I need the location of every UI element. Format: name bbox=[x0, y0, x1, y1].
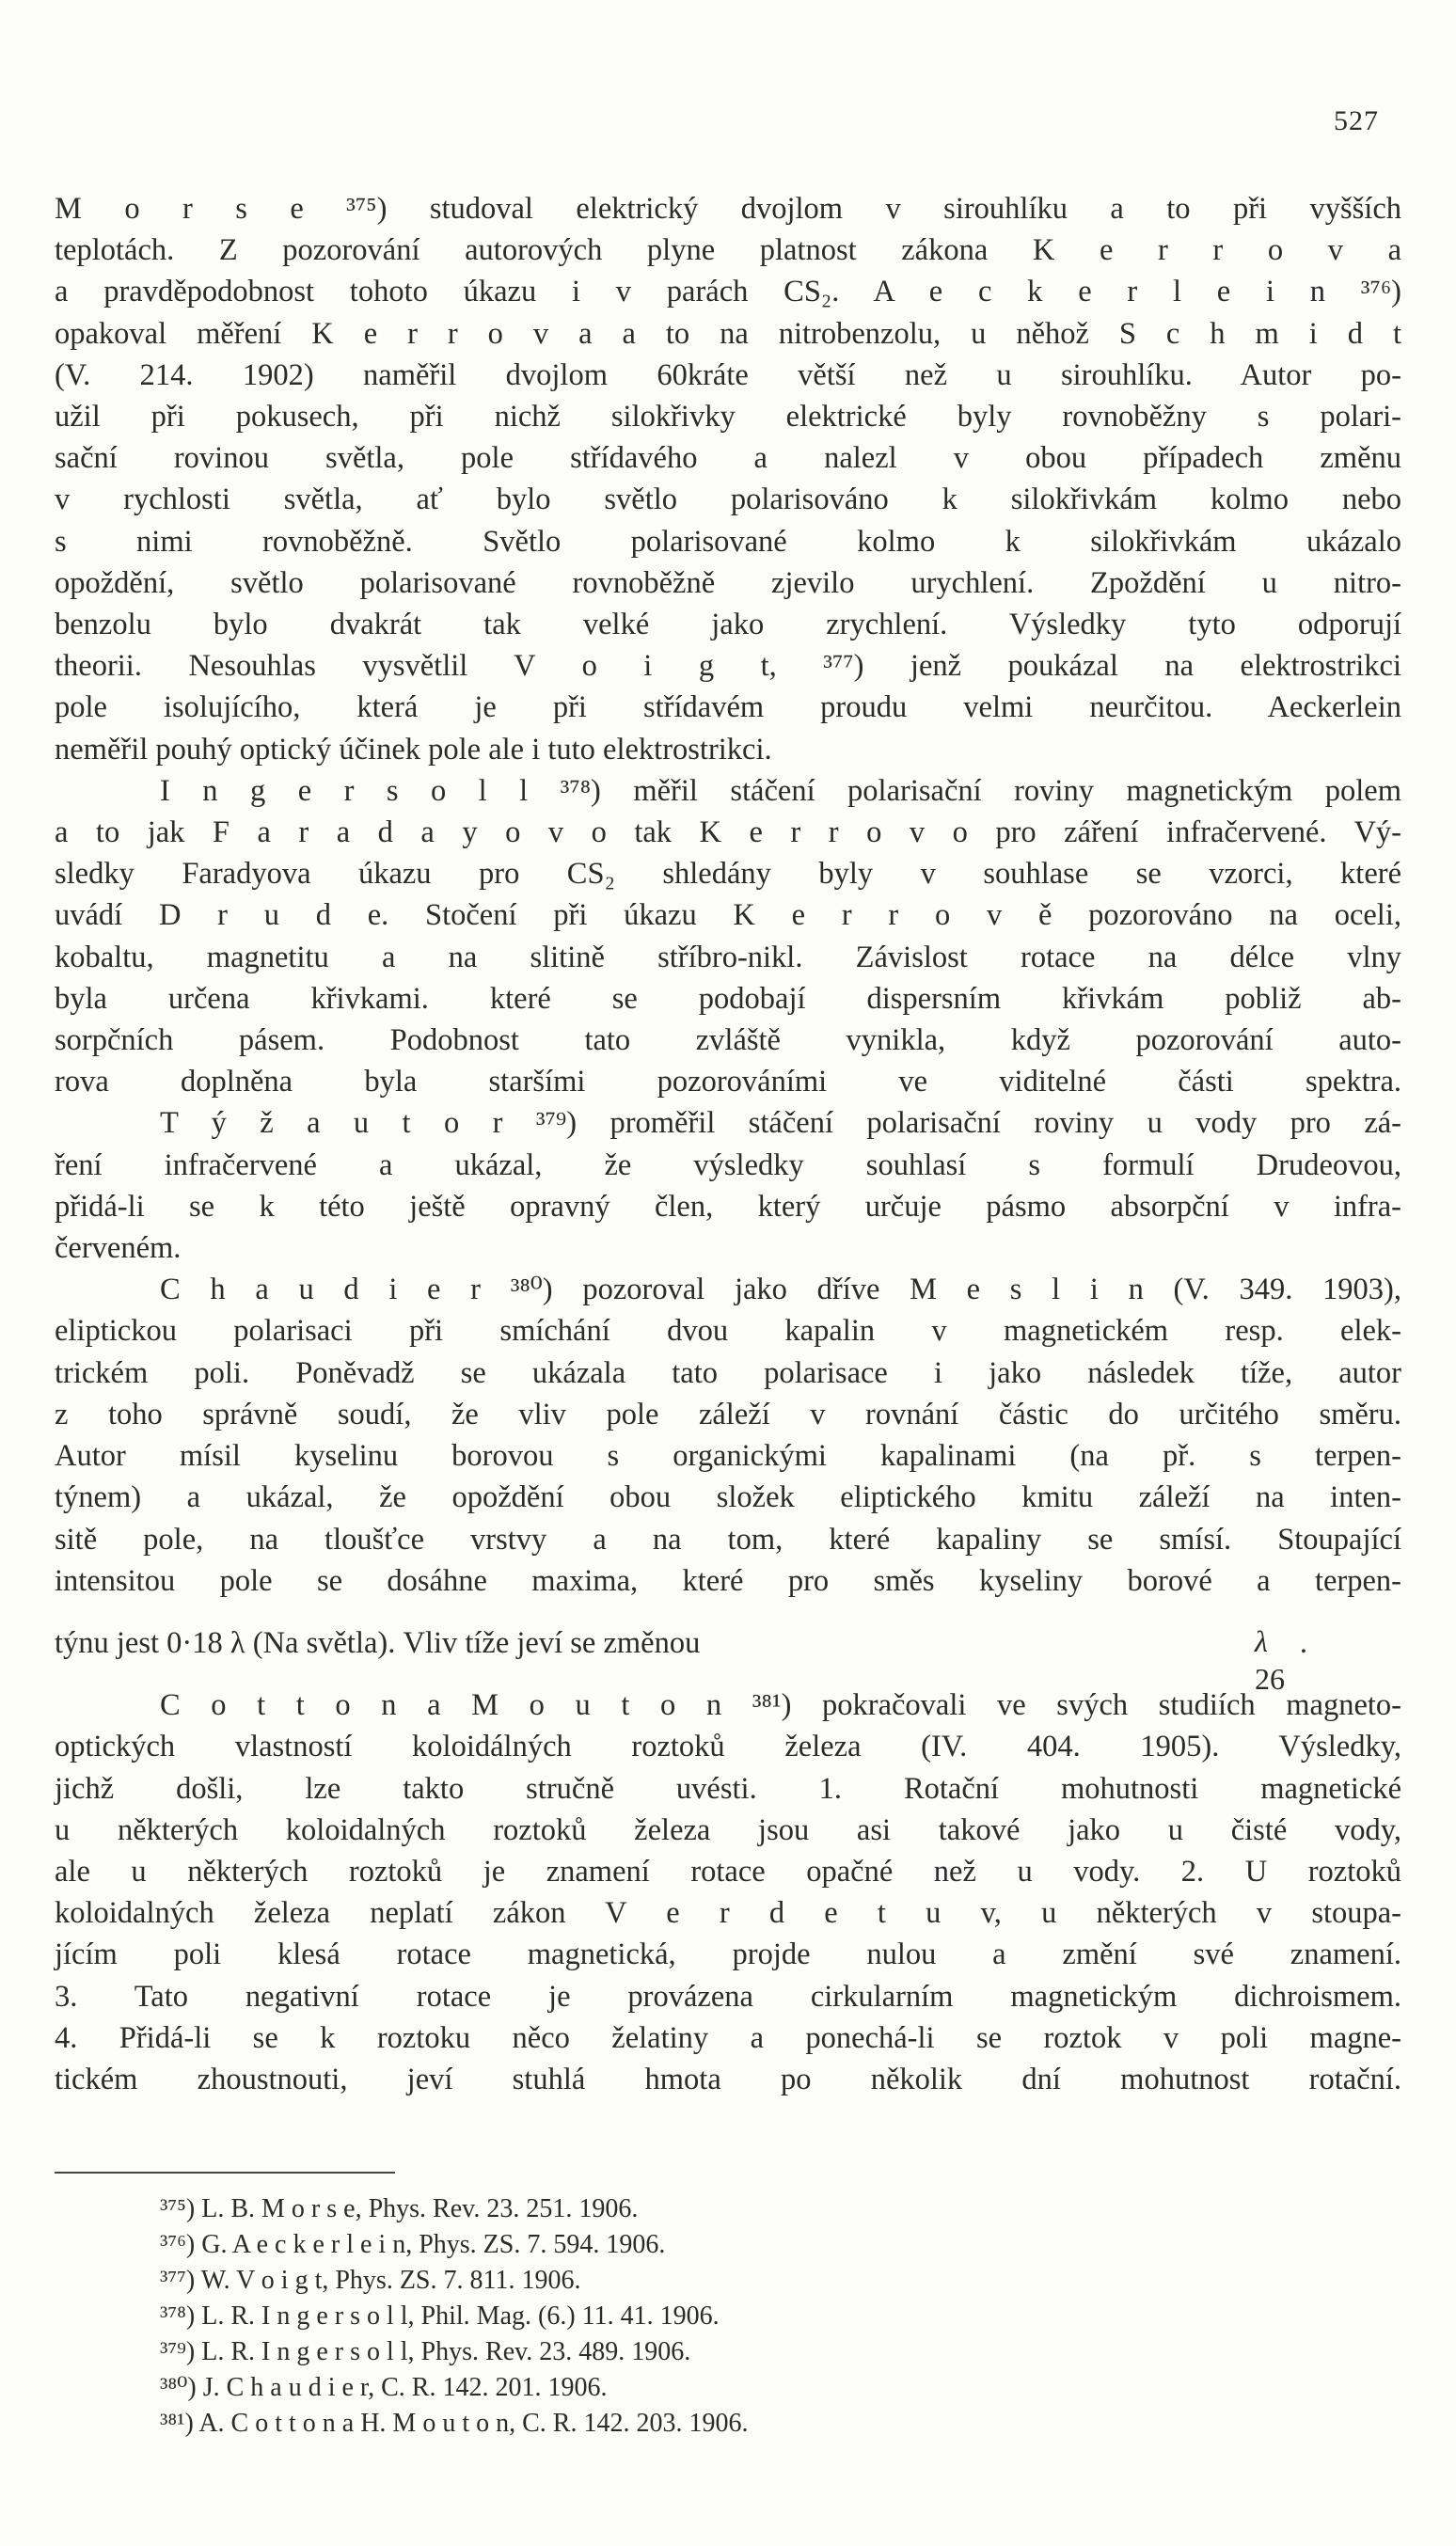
text-line: intensitou pole se dosáhne maxima, které pro směs kyseliny borové a terpen- bbox=[55, 1563, 1401, 1598]
text-line: optických vlastností koloidálných roztoků železa (IV. 404. 1905). Výsledky, bbox=[55, 1730, 1401, 1764]
text-line: v rychlosti světla, ať bylo světlo polarisováno k silokřivkám kolmo nebo bbox=[55, 482, 1401, 517]
text-line: a pravděpodobnost tohoto úkazu i v parách CS₂. A e c k e r l e i n ³⁷⁶) bbox=[55, 275, 1401, 309]
text-line: sační rovinou světla, pole střídavého a nalezl v obou případech změnu bbox=[55, 441, 1401, 476]
body-text bbox=[55, 188, 1401, 2100]
text-line: sitě pole, na tloušťce vrstvy a na tom, které kapaliny se smísí. Stoupající bbox=[55, 1522, 1401, 1557]
text-line: 3. Tato negativní rotace je provázena cirkularním magnetickým dichroismem. bbox=[55, 1979, 1401, 2014]
footnote: ³⁸¹) A. C o t t o n a H. M o u t o n, C. R. 142. 203. 1906. bbox=[160, 2409, 749, 2438]
text-line: týnem) a ukázal, že opoždění obou složek eliptického kmitu záleží na inten- bbox=[55, 1480, 1401, 1515]
text-line: T ý ž a u t o r ³⁷⁹) proměřil stáčení polarisační roviny u vody pro zá- bbox=[160, 1106, 1401, 1141]
footnote: ³⁷⁶) G. A e c k e r l e i n, Phys. ZS. 7. 594. 1906. bbox=[160, 2230, 666, 2259]
text-line: trickém poli. Poněvadž se ukázala tato polarisace i jako následek tíže, autor bbox=[55, 1355, 1401, 1390]
paragraph-tyz-autor bbox=[55, 1102, 1401, 1269]
text-line: rova doplněna byla staršími pozorováními ve viditelné části spektra. bbox=[55, 1065, 1401, 1099]
footnote: ³⁷⁸) L. R. I n g e r s o l l, Phil. Mag. (6.) 11. 41. 1906. bbox=[160, 2301, 720, 2331]
text-line: eliptickou polarisaci při smíchání dvou kapalin v magnetickém resp. elek- bbox=[55, 1314, 1401, 1349]
text-line: byla určena křivkami. které se podobají dispersním křivkám pobliž ab- bbox=[55, 981, 1401, 1016]
footnotes bbox=[160, 2191, 748, 2442]
text-line: z toho správně soudí, že vliv pole záleží v rovnání částic do určitého směru. bbox=[55, 1397, 1401, 1431]
page-number: 527 bbox=[1334, 105, 1379, 136]
text-line: C h a u d i e r ³⁸⁰) pozoroval jako dříve M e s l i n (V. 349. 1903), bbox=[160, 1273, 1401, 1307]
text-line: sledky Faradyova úkazu pro CS₂ shledány byly v souhlase se vzorci, které bbox=[55, 857, 1401, 892]
text-line: I n g e r s o l l ³⁷⁸) měřil stáčení polarisační roviny magnetickým polem bbox=[160, 773, 1401, 808]
text-line: týnu jest 0·18 λ (Na světla). Vliv tíže jeví se změnou bbox=[55, 1625, 701, 1660]
text-line: opakoval měření K e r r o v a a to na nitrobenzolu, u něhož S c h m i d t bbox=[55, 316, 1401, 351]
fraction-denominator: 26 bbox=[1255, 1662, 1285, 1697]
text-line: teplotách. Z pozorování autorových plyne platnost zákona K e r r o v a bbox=[55, 233, 1401, 268]
text-line: kobaltu, magnetitu a na slitině stříbro-nikl. Závislost rotace na délce vlny bbox=[55, 940, 1401, 974]
text-line: pole isolujícího, která je při střídavém proudu velmi neurčitou. Aeckerlein bbox=[55, 690, 1401, 725]
text-line: jícím poli klesá rotace magnetická, projde nulou a změní své znamení. bbox=[55, 1937, 1401, 1972]
text-line: opoždění, světlo polarisované rovnoběžně zjevilo urychlení. Zpoždění u nitro- bbox=[55, 565, 1401, 600]
text-line: ření infračervené a ukázal, že výsledky souhlasí s formulí Drudeovou, bbox=[55, 1147, 1401, 1182]
text-line: jichž došli, lze takto stručně uvésti. 1. Rotační mohutnosti magnetické bbox=[55, 1771, 1401, 1806]
text-line: Autor mísil kyselinu borovou s organickými kapalinami (na př. s terpen- bbox=[55, 1439, 1401, 1474]
text-line: 4. Přidá-li se k roztoku něco želatiny a ponechá-li se roztok v poli magne- bbox=[55, 2020, 1401, 2055]
footnote: ³⁸⁰) J. C h a u d i e r, C. R. 142. 201. 1906. bbox=[160, 2373, 608, 2402]
paragraph-cotton-mouton bbox=[55, 1684, 1401, 2100]
text-line: u některých koloidalných roztoků železa jsou asi takové jako u čisté vody, bbox=[55, 1812, 1401, 1847]
fraction-punct: . bbox=[1299, 1626, 1307, 1661]
footnote-divider bbox=[55, 2172, 395, 2174]
text-line: benzolu bylo dvakrát tak velké jako zrychlení. Výsledky tyto odporují bbox=[55, 608, 1401, 642]
footnote: ³⁷⁹) L. R. I n g e r s o l l, Phys. Rev. 23. 489. 1906. bbox=[160, 2337, 691, 2366]
text-line: koloidalných železa neplatí zákon V e r d e t u v, u některých v stoupa- bbox=[55, 1896, 1401, 1931]
text-line: uvádí D r u d e. Stočení při úkazu K e r r o v ě pozorováno na oceli, bbox=[55, 898, 1401, 933]
text-line: s nimi rovnoběžně. Světlo polarisované kolmo k silokřivkám ukázalo bbox=[55, 524, 1401, 559]
text-line: a to jak F a r a d a y o v o tak K e r r o v o pro záření infračervené. Vý- bbox=[55, 815, 1401, 850]
text-line: přidá-li se k této ještě opravný člen, který určuje pásmo absorpční v infra- bbox=[55, 1189, 1401, 1224]
text-line: theorii. Nesouhlas vysvětlil V o i g t, ³⁷⁷) jenž poukázal na elektrostrikci bbox=[55, 649, 1401, 684]
text-line: užil při pokusech, při nichž silokřivky elektrické byly rovnoběžny s polari- bbox=[55, 400, 1401, 435]
text-line: M o r s e ³⁷⁵) studoval elektrický dvojlom v sirouhlíku a to při vyšších bbox=[55, 192, 1401, 226]
text-line: neměřil pouhý optický účinek pole ale i tuto elektrostrikci. bbox=[55, 732, 772, 767]
text-line: (V. 214. 1902) naměřil dvojlom 60kráte větší než u sirouhlíku. Autor po- bbox=[55, 357, 1401, 392]
fraction-numerator: λ bbox=[1255, 1624, 1268, 1659]
text-line: červeném. bbox=[55, 1231, 182, 1266]
text-line: sorpčních pásem. Podobnost tato zvláště vynikla, když pozorování auto- bbox=[55, 1023, 1401, 1058]
paragraph-chaudier bbox=[55, 1269, 1401, 1697]
paragraph-morse bbox=[55, 188, 1401, 770]
text-line: C o t t o n a M o u t o n ³⁸¹) pokračovali ve svých studiích magneto- bbox=[160, 1688, 1401, 1723]
text-line: ale u některých roztoků je znamení rotace opačné než u vody. 2. U roztoků bbox=[55, 1854, 1401, 1889]
paragraph-ingersoll bbox=[55, 770, 1401, 1103]
fraction-lambda-26 bbox=[1255, 1622, 1292, 1698]
text-line: tickém zhoustnouti, jeví stuhlá hmota po několik dní mohutnost rotační. bbox=[55, 2062, 1401, 2096]
footnote: ³⁷⁷) W. V o i g t, Phys. ZS. 7. 811. 1906. bbox=[160, 2266, 581, 2295]
footnote: ³⁷⁵) L. B. M o r s e, Phys. Rev. 23. 251. 1906. bbox=[160, 2194, 639, 2223]
